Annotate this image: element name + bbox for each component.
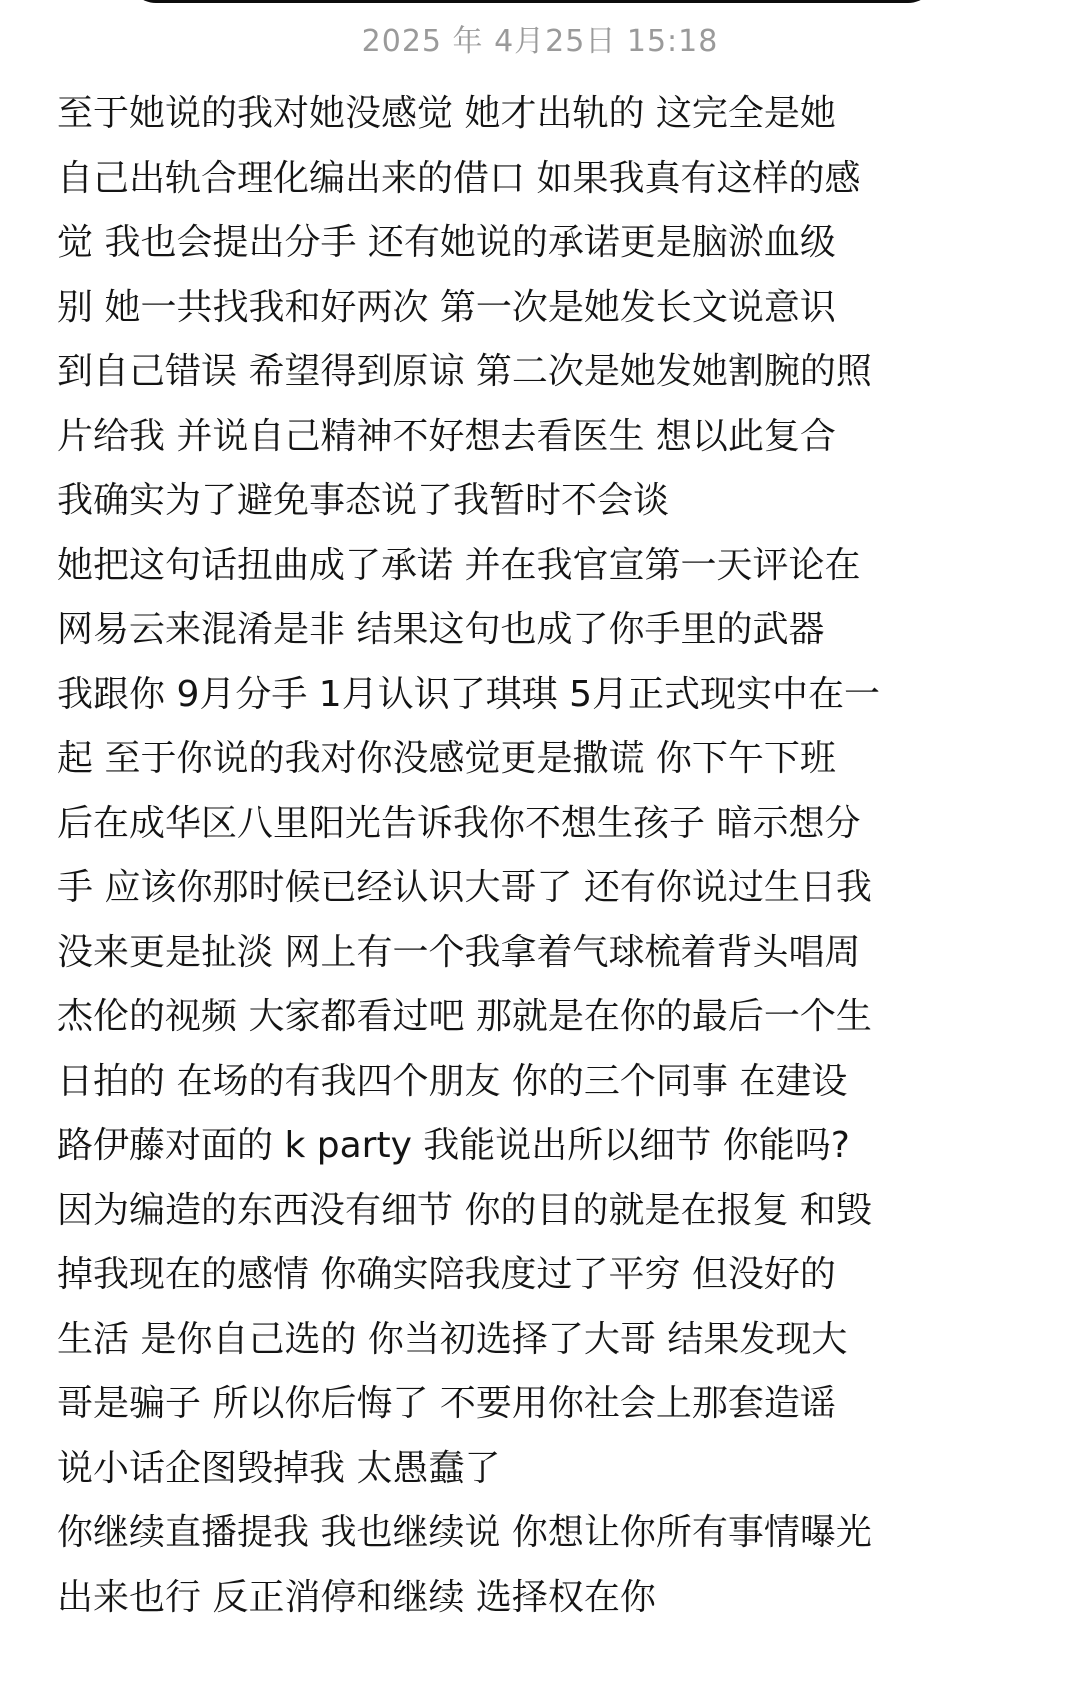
note-line: 我跟你 9月分手 1月认识了琪琪 5月正式现实中在一 — [57, 673, 881, 715]
note-line: 杰伦的视频 大家都看过吧 那就是在你的最后一个生 — [57, 996, 872, 1037]
note-timestamp: 2025 年 4月25日 15:18 — [361, 24, 719, 59]
note-line: 网易云来混淆是非 结果这句也成了你手里的武器 — [57, 609, 825, 650]
note-line: 因为编造的东西没有细节 你的目的就是在报复 和毁 — [57, 1189, 872, 1231]
note-line: 日拍的 在场的有我四个朋友 你的三个同事 在建设 — [57, 1060, 848, 1102]
device-top-bar — [128, 0, 936, 3]
note-line: 至于她说的我对她没感觉 她才出轨的 这完全是她 — [57, 93, 836, 134]
note-line: 手 应该你那时候已经认识大哥了 还有你说过生日我 — [57, 867, 872, 908]
note-line: 没来更是扯淡 网上有一个我拿着气球梳着背头唱周 — [57, 931, 861, 973]
note-line: 她把这句话扭曲成了承诺 并在我官宣第一天评论在 — [57, 544, 861, 586]
note-line: 出来也行 反正消停和继续 选择权在你 — [57, 1576, 656, 1618]
note-line: 生活 是你自己选的 你当初选择了大哥 结果发现大 — [57, 1318, 848, 1360]
note-line: 别 她一共找我和好两次 第一次是她发长文说意识 — [57, 286, 836, 328]
note-line: 路伊藤对面的 k party 我能说出所以细节 你能吗? — [57, 1125, 850, 1166]
note-line: 我确实为了避免事态说了我暂时不会谈 — [57, 480, 670, 521]
note-line: 你继续直播提我 我也继续说 你想让你所有事情曝光 — [57, 1512, 872, 1553]
note-line: 觉 我也会提出分手 还有她说的承诺更是脑淤血级 — [57, 222, 836, 263]
note-line: 起 至于你说的我对你没感觉更是撒谎 你下午下班 — [57, 738, 836, 779]
note-line: 说小话企图毁掉我 太愚蠢了 — [57, 1447, 501, 1489]
note-line: 自己出轨合理化编出来的借口 如果我真有这样的感 — [57, 157, 861, 199]
note-line: 掉我现在的感情 你确实陪我度过了平穷 但没好的 — [57, 1254, 836, 1295]
note-body[interactable] — [57, 82, 1037, 1630]
note-line: 后在成华区八里阳光告诉我你不想生孩子 暗示想分 — [57, 802, 861, 844]
note-line: 到自己错误 希望得到原谅 第二次是她发她割腕的照 — [57, 351, 872, 392]
note-line: 哥是骗子 所以你后悔了 不要用你社会上那套造谣 — [57, 1383, 836, 1424]
note-line: 片给我 并说自己精神不好想去看医生 想以此复合 — [57, 415, 836, 457]
